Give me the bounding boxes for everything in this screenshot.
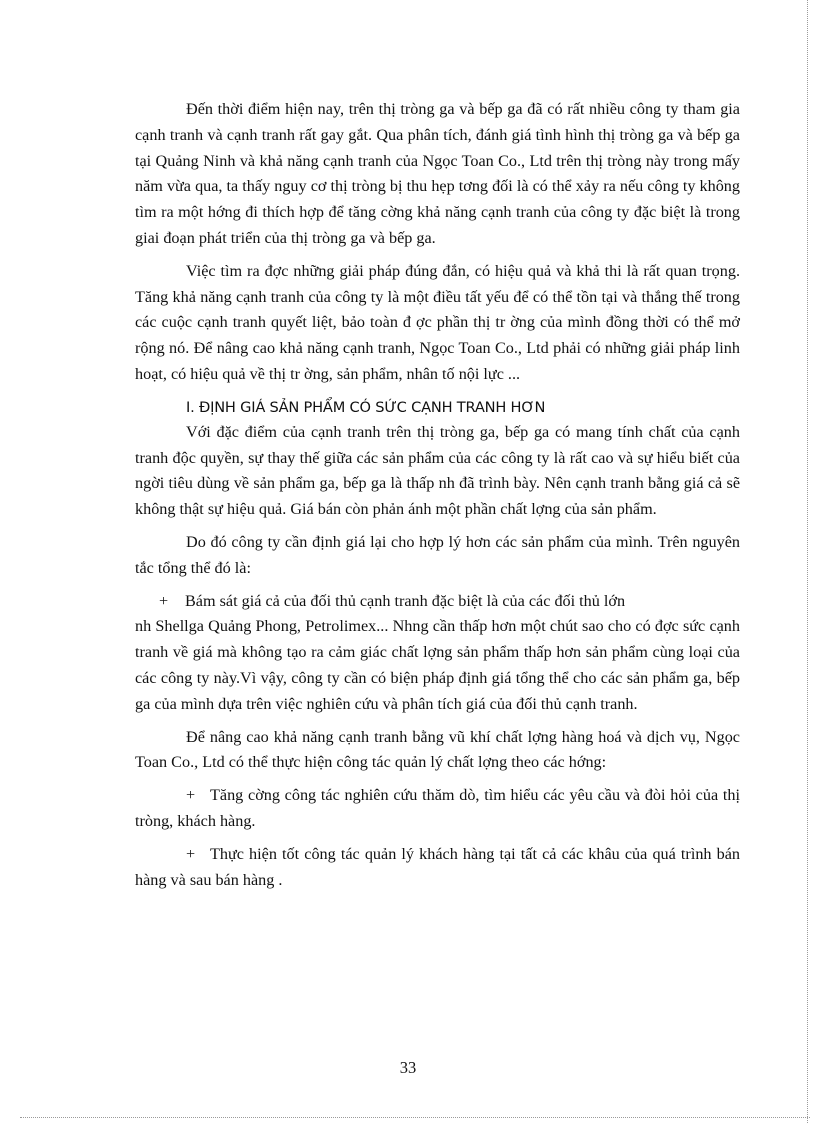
bullet-item-research xyxy=(135,783,740,835)
page-body xyxy=(135,97,740,900)
bullet-item-customer-management xyxy=(135,842,740,894)
bullet-continuation: nh Shellga Quảng Phong, Petrolimex... Nhng cần thấp hơn một chút sao cho có đợc sức cạnh tranh về giá mà không tạo ra cảm giác chất lợng sản phẩm thấp hơn sản phẩm cùng loại của các công ty này.Vì vậy, công ty cần có biện pháp định giá tổng thể cho các sản phẩm ga, bếp ga của mình dựa trên việc nghiên cứu và phân tích giá của đối thủ cạnh tranh. xyxy=(135,617,740,713)
section-heading: I. ĐỊNH GIÁ SẢN PHẨM CÓ SỨC CẠNH TRANH HƠN xyxy=(186,398,546,416)
bullet-first-line-text: Bám sát giá cả của đối thủ cạnh tranh đặc biệt là của các đối thủ lớn xyxy=(185,591,626,610)
paragraph-pricing-principle: Do đó công ty cần định giá lại cho hợp lý hơn các sản phẩm của mình. Trên nguyên tắc tổng thể đó là: xyxy=(135,532,740,577)
bullet-item-price-tracking xyxy=(135,589,740,718)
plus-icon: + xyxy=(159,591,169,610)
paragraph-competition-features: Với đặc điểm của cạnh tranh trên thị tròng ga, bếp ga có mang tính chất của cạnh tranh độc quyền, sự thay thế giữa các sản phẩm của các công ty là rất cao và sự hiểu biết của ngời tiêu dùng về sản phẩm ga, bếp ga là thấp nh đã trình bày. Nên cạnh tranh bằng giá cả sẽ không thật sự hiệu quả. Giá bán còn phản ánh một phần chất lợng của sản phẩm. xyxy=(135,422,740,519)
bullet-first-line xyxy=(135,589,740,615)
plus-icon: + xyxy=(186,844,196,863)
plus-icon: + xyxy=(186,786,196,805)
bullet-customer-text: Thực hiện tốt công tác quản lý khách hàng tại tất cả các khâu của quá trình bán hàng và sau bán hàng . xyxy=(135,844,740,889)
page-number: 33 xyxy=(399,1058,417,1077)
paragraph-solutions-importance: Việc tìm ra đợc những giải pháp đúng đắn, có hiệu quả và khả thi là rất quan trọng. Tăng khả năng cạnh tranh của công ty là một điều tất yếu để có thể tồn tại và thắng thế trong các cuộc cạnh tranh quyết liệt, bảo toàn đ ợc phần thị tr ờng của mình đồng thời có thể mở rộng nó. Để nâng cao khả năng cạnh tranh, Ngọc Toan Co., Ltd phải có những giải pháp linh hoạt, có hiệu quả về thị tr ờng, sản phẩm, nhân tố nội lực ... xyxy=(135,261,740,383)
bullet-research-text: Tăng cờng công tác nghiên cứu thăm dò, tìm hiểu các yêu cầu và đòi hỏi của thị tròng, khách hàng. xyxy=(135,786,740,830)
paragraph-market-context: Đến thời điểm hiện nay, trên thị tròng ga và bếp ga đã có rất nhiều công ty tham gia cạnh tranh và cạnh tranh rất gay gắt. Qua phân tích, đánh giá tình hình thị tròng ga và bếp ga tại Quảng Ninh và khả năng cạnh tranh của Ngọc Toan Co., Ltd trên thị tròng này trong mấy năm vừa qua, ta thấy nguy cơ thị tròng bị thu hẹp tơng đối là có thể xảy ra nếu công ty không tìm ra một hớng đi thích hợp để tăng cờng khả năng cạnh tranh của công ty đặc biệt là trong giai đoạn phát triển của thị tròng ga và bếp ga. xyxy=(135,100,740,247)
page-edge-right xyxy=(807,0,808,1123)
paragraph-quality-approach: Để nâng cao khả năng cạnh tranh bằng vũ khí chất lợng hàng hoá và dịch vụ, Ngọc Toan Co., Ltd có thể thực hiện công tác quản lý chất lợng theo các hớng: xyxy=(135,727,740,772)
page-edge-bottom xyxy=(20,1117,810,1118)
